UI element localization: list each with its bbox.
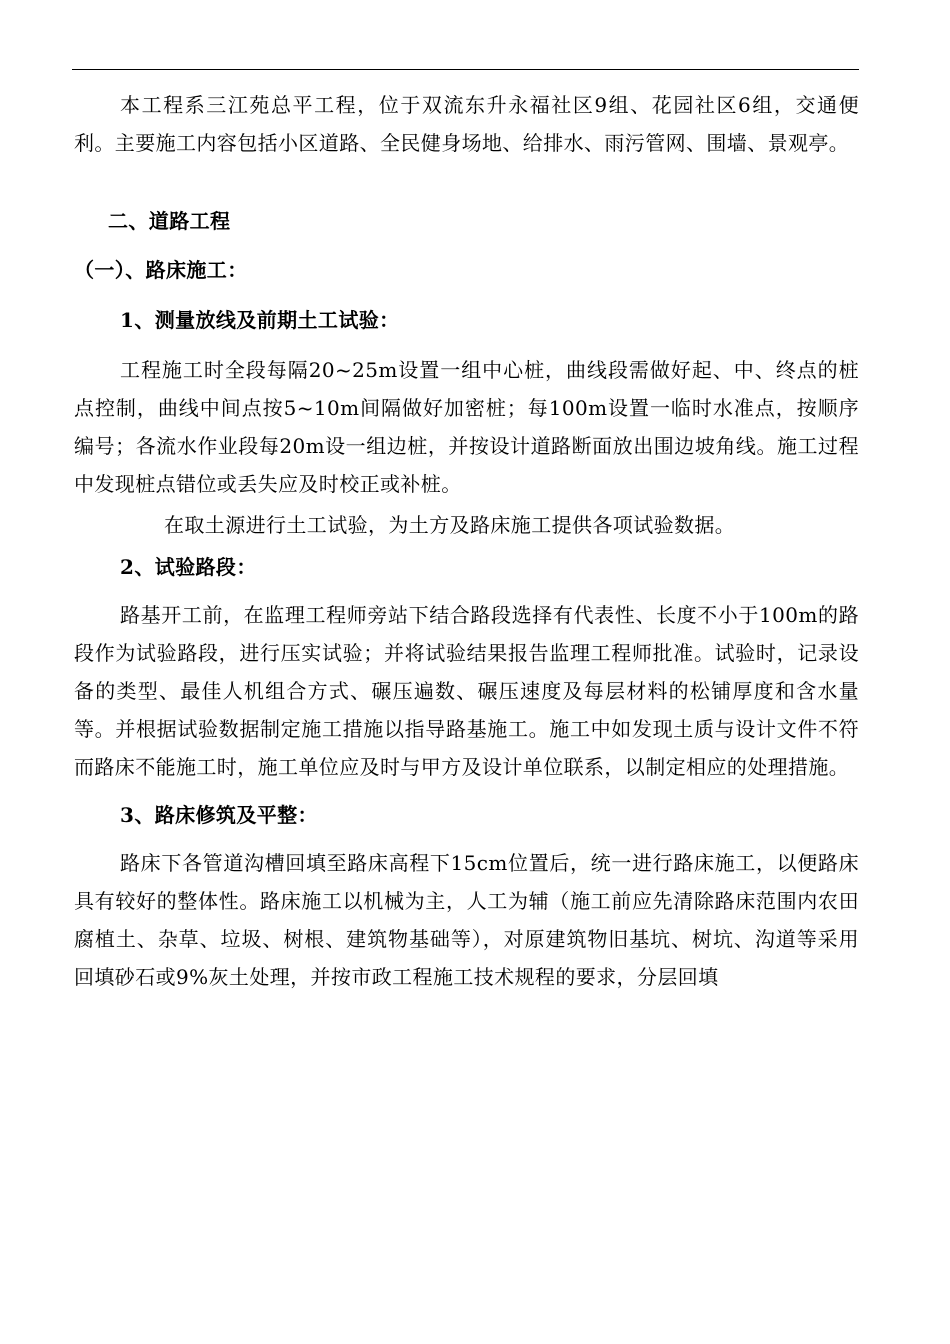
soil-test-paragraph: 在取土源进行土工试验，为土方及路床施工提供各项试验数据。 <box>164 513 736 537</box>
trial-section-paragraph: 路基开工前，在监理工程师旁站下结合路段选择有代表性、长度不小于100m的路段作为试验路段，进行压实试验；并将试验结果报告监理工程师批准。试验时，记录设备的类型、最佳人机组合方式、碾压遍数、碾压速度及每层材料的松铺厚度和含水量等。并根据试验数据制定施工措施以指导路基施工。施工中如发现土质与设计文件不符而路床不能施工时，施工单位应及时与甲方及设计单位联系，以制定相应的处理措施。 <box>74 603 859 779</box>
header-rule <box>72 69 859 70</box>
subsection-heading-subgrade: （一）、路床施工： <box>74 258 248 282</box>
survey-paragraph: 工程施工时全段每隔20~25m设置一组中心桩，曲线段需做好起、中、终点的桩点控制，曲线中间点按5~10m间隔做好加密桩；每100m设置一临时水准点，按顺序编号；各流水作业段每20m设一组边桩，并按设计道路断面放出围边坡角线。施工过程中发现桩点错位或丢失应及时校正或补桩。 <box>74 358 859 496</box>
item-heading-subgrade-construction: 3、路床修筑及平整： <box>120 803 318 827</box>
item-heading-trial-section: 2、试验路段： <box>120 555 257 579</box>
intro-paragraph: 本工程系三江苑总平工程，位于双流东升永福社区9组、花园社区6组，交通便利。主要施工内容包括小区道路、全民健身场地、给排水、雨污管网、围墙、景观亭。 <box>74 93 859 155</box>
section-heading-road-works: 二、道路工程 <box>108 209 231 233</box>
subgrade-construction-paragraph: 路床下各管道沟槽回填至路床高程下15cm位置后，统一进行路床施工，以便路床具有较好的整体性。路床施工以机械为主，人工为辅（施工前应先清除路床范围内农田腐植土、杂草、垃圾、树根、建筑物基础等），对原建筑物旧基坑、树坑、沟道等采用回填砂石或9%灰土处理，并按市政工程施工技术规程的要求，分层回填 <box>74 851 859 989</box>
item-heading-survey: 1、测量放线及前期土工试验： <box>120 308 400 332</box>
document-body <box>74 86 859 996</box>
